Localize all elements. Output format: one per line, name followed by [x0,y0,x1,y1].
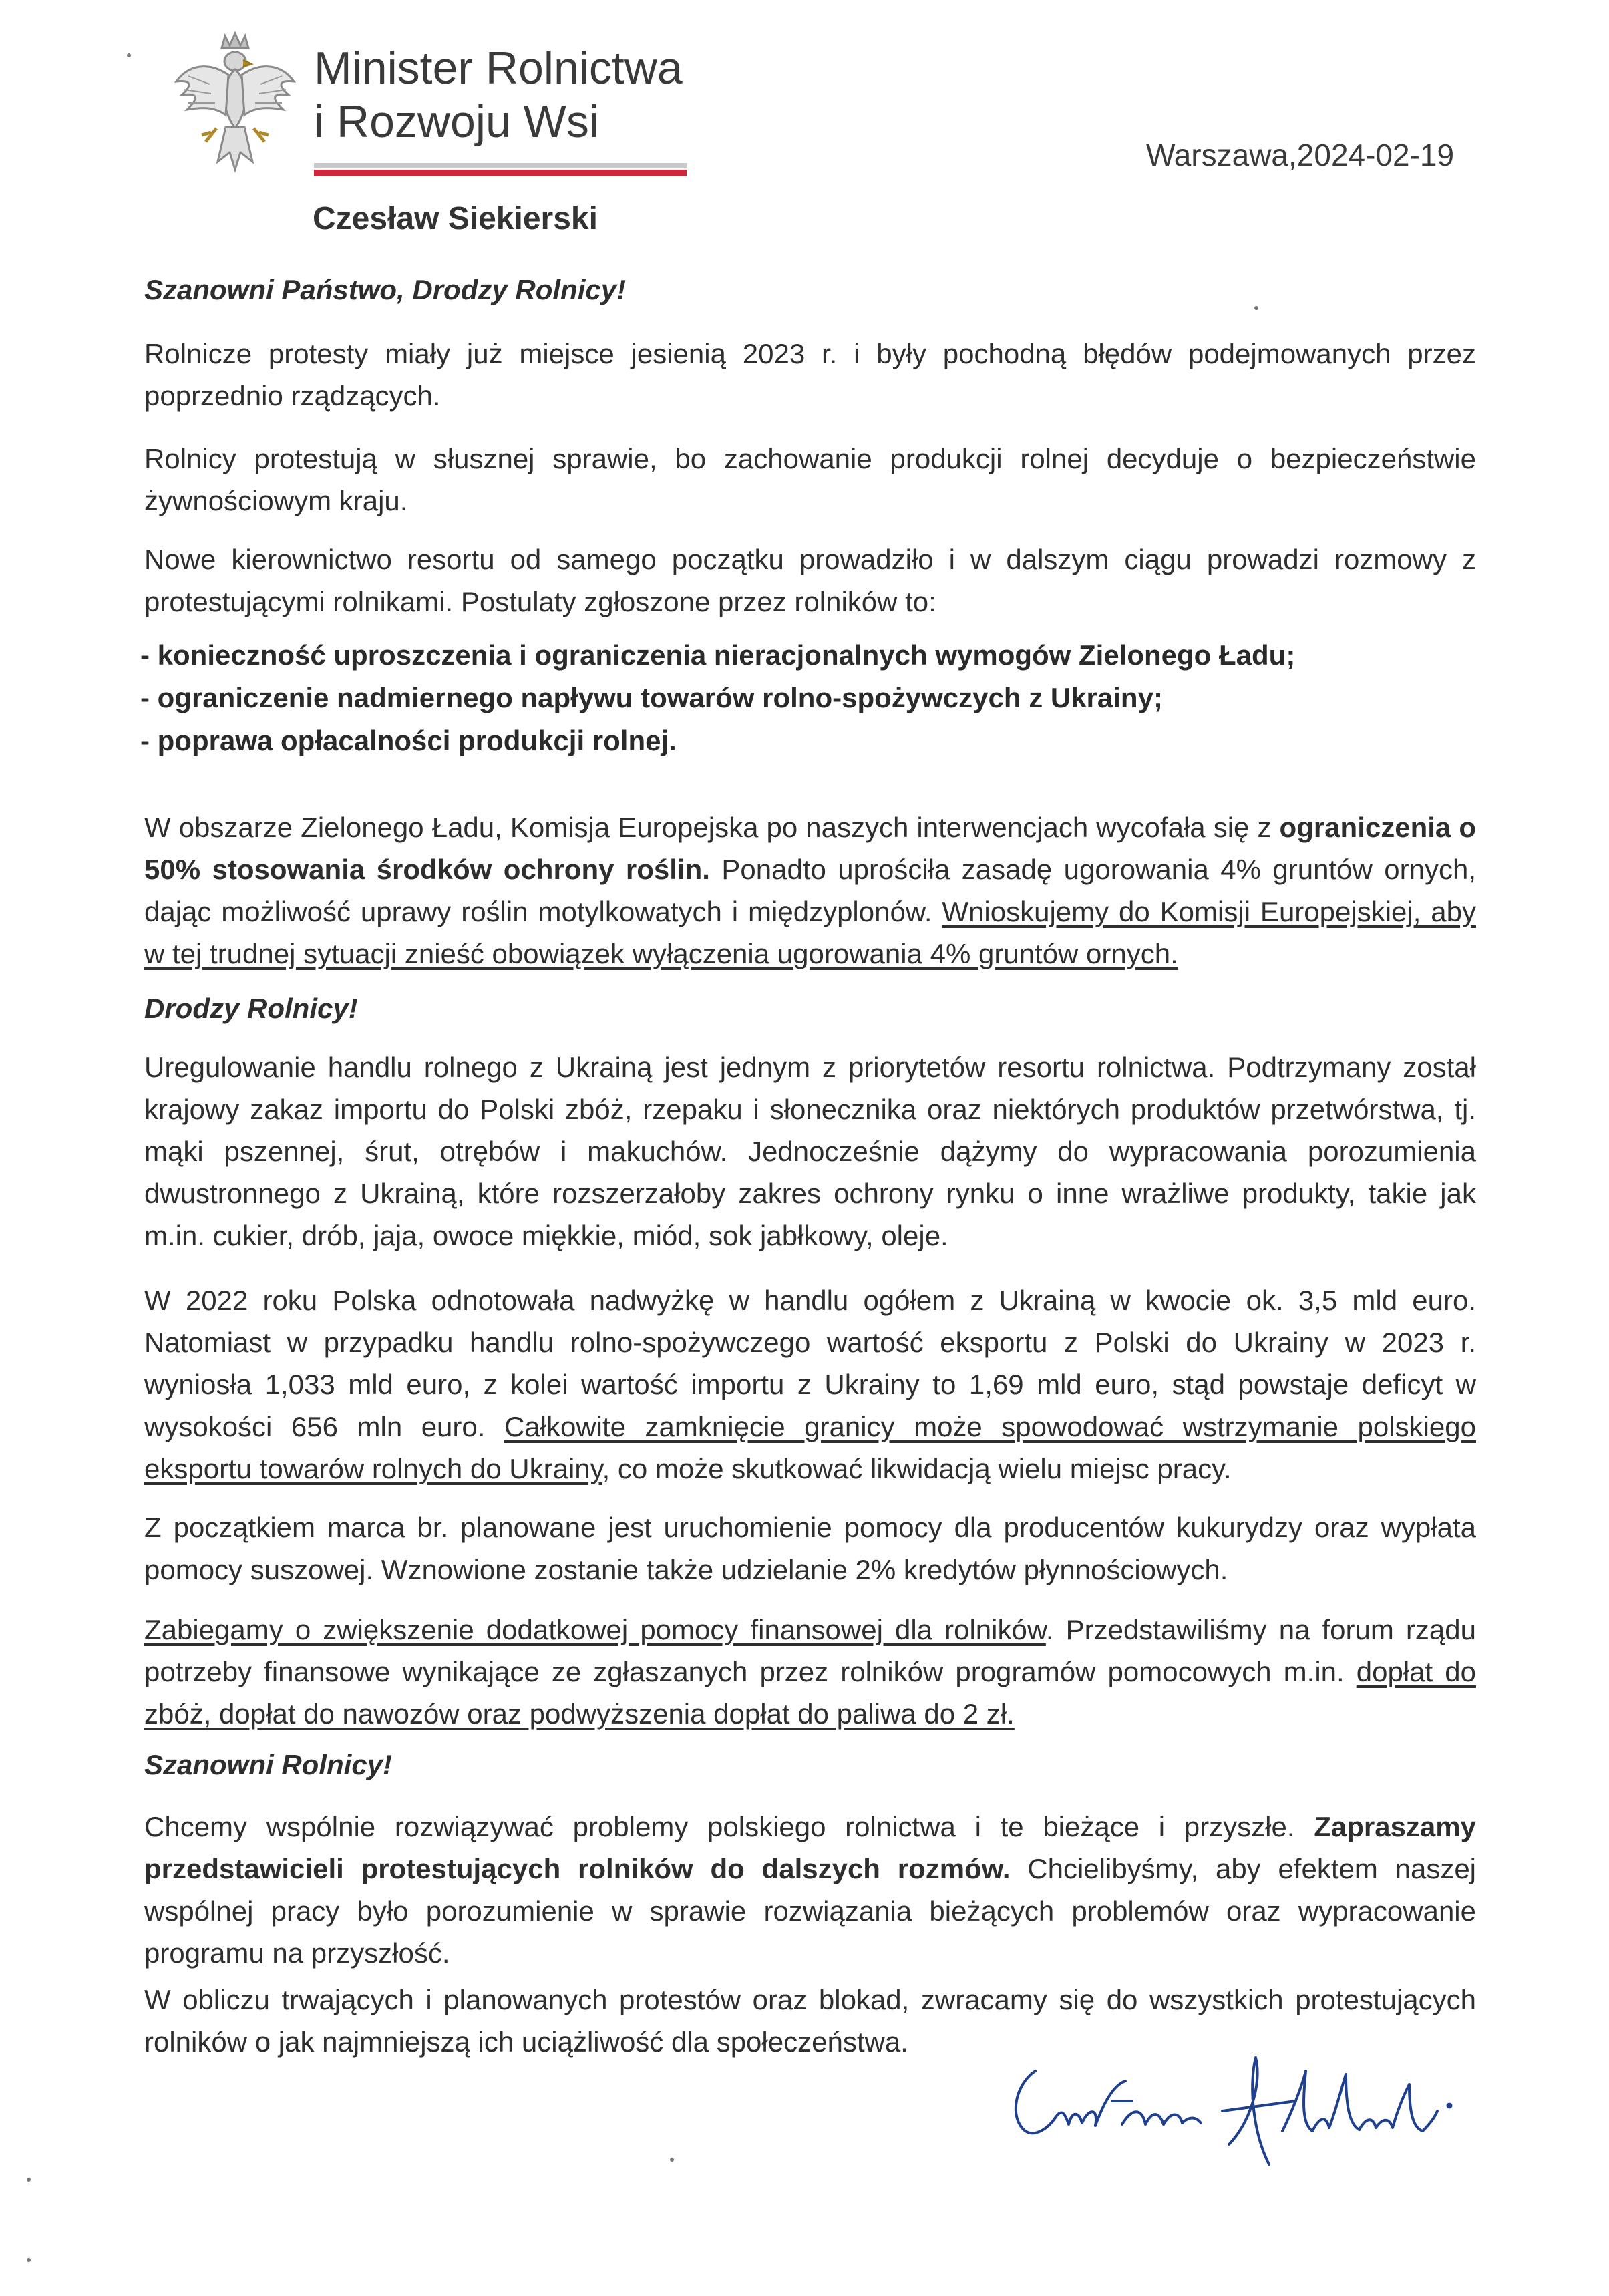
paragraph-9-text-2: Chcielibyśmy, aby efektem naszej wspólnej pracy było porozumienie w sprawie rozwiązania bieżących problemów oraz wypracowanie programu na przyszłość. [144,1853,1477,1969]
postulate-item: - konieczność uproszczenia i ograniczenia nieracjonalnych wymogów Zielonego Ładu; [140,639,1296,671]
paragraph-1: Rolnicze protesty miały już miejsce jesienią 2023 r. i były pochodną błędów podejmowanych przez poprzednio rządzących. [144,338,1476,412]
minister-name: Czesław Siekierski [313,201,598,236]
paragraph-4 [144,806,1476,975]
postulate-item: - poprawa opłacalności produkcji rolnej. [140,725,677,756]
postulate-item: - ograniczenie nadmiernego napływu towarów rolno-spożywczych z Ukrainy; [140,682,1163,713]
flag-stripe-red [314,170,687,176]
greeting-opening: Szanowni Państwo, Drodzy Rolnicy! [144,274,627,305]
paragraph-9 [144,1806,1476,1974]
greeting-szanowni: Szanowni Rolnicy! [144,1749,393,1780]
scan-speck [1254,306,1258,310]
scan-speck [27,2178,31,2182]
paragraph-8-underlined: Zabiegamy o zwiększenie dodatkowej pomocy finansowej dla rolników [144,1614,1046,1645]
paragraph-5: Uregulowanie handlu rolnego z Ukrainą jest jednym z priorytetów resortu rolnictwa. Podtrzymany został krajowy zakaz importu do Polski zbóż, rzepaku i słonecznika oraz niektórych produktów przetwórstwa, tj. mąki pszennej, śrut, otrębów i makuchów. Jednocześnie dążymy do wypracowania porozumienia dwustronnego z Ukrainą, które rozszerzałoby zakres ochrony rynku o inne wrażliwe produkty, takie jak m.in. cukier, drób, jaja, owoce miękkie, miód, sok jabłkowy, oleje. [144,1051,1476,1251]
paragraph-6-underlined: Całkowite zamknięcie granicy może spowodować wstrzymanie polskiego eksportu towarów rolnych do Ukrainy [144,1411,1477,1484]
paragraph-8-underlined-2: dopłat do zbóż, dopłat do nawozów oraz podwyższenia dopłat do paliwa do 2 zł. [144,1656,1476,1730]
paragraph-9-bold: Zapraszamy przedstawicieli protestujących rolników do dalszych rozmów. [144,1811,1476,1884]
ministry-name [314,41,683,148]
paragraph-6-text: W 2022 roku Polska odnotowała nadwyżkę w handlu ogółem z Ukrainą w kwocie ok. 3,5 mld euro. Natomiast w przypadku handlu rolno-spożywczego wartość eksportu z Polski do Ukrainy w 2023 r. wyniosła 1,033 mld euro, z kolei wartość importu z Ukrainy to 1,69 mld euro, stąd powstaje deficyt w wysokości 656 mln euro. [144,1285,1476,1442]
paragraph-3: Nowe kierownictwo resortu od samego początku prowadziło i w dalszym ciągu prowadzi rozmowy z protestującymi rolnikami. Postulaty zgłoszone przez rolników to: [144,544,1476,617]
paragraph-9-text: Chcemy wspólnie rozwiązywać problemy polskiego rolnictwa i te bieżące i przyszłe. [144,1811,1314,1842]
ministry-name-line2: i Rozwoju Wsi [314,96,599,147]
scan-speck [670,2158,674,2162]
letter-date: Warszawa,2024-02-19 [1146,138,1455,172]
handwritten-signature [989,2044,1469,2171]
paragraph-4-text-2: Ponadto uprościła zasadę ugorowania 4% gruntów ornych, dając możliwość uprawy roślin motylkowatych i międzyplonów. [144,854,1476,927]
greeting-drodzy: Drodzy Rolnicy! [144,993,358,1024]
paragraph-4-text: W obszarze Zielonego Ładu, Komisja Europejska po naszych interwencjach wycofała się z [144,812,1280,843]
paragraph-8-text: . Przedstawiliśmy na forum rządu potrzeby finansowe wynikające ze zgłaszanych przez rolników programów pomocowych m.in. [144,1614,1476,1687]
paragraph-10: W obliczu trwających i planowanych protestów oraz blokad, zwracamy się do wszystkich protestujących rolników o jak najmniejszą ich uciążliwość dla społeczeństwa. [144,1984,1476,2058]
ministry-name-line1: Minister Rolnictwa [314,43,683,94]
eagle-emblem-icon [168,28,302,182]
paragraph-7: Z początkiem marca br. planowane jest uruchomienie pomocy dla producentów kukurydzy oraz wypłata pomocy suszowej. Wznowione zostanie także udzielanie 2% kredytów płynnościowych. [144,1512,1476,1585]
paragraph-8 [144,1609,1476,1735]
paragraph-6-text-2: , co może skutkować likwidacją wielu miejsc pracy. [602,1453,1232,1484]
paragraph-4-bold: ograniczenia o 50% stosowania środków ochrony roślin. [144,812,1476,885]
paragraph-4-underlined: Wnioskujemy do Komisji Europejskiej, aby w tej trudnej sytuacji znieść obowiązek wyłączenia ugorowania 4% gruntów ornych. [144,896,1476,969]
flag-stripe-white [314,163,687,168]
paragraph-2: Rolnicy protestują w słusznej sprawie, bo zachowanie produkcji rolnej decyduje o bezpieczeństwie żywnościowym kraju. [144,443,1476,516]
scan-speck [27,2258,31,2262]
scan-speck [127,53,131,57]
paragraph-6 [144,1279,1476,1490]
